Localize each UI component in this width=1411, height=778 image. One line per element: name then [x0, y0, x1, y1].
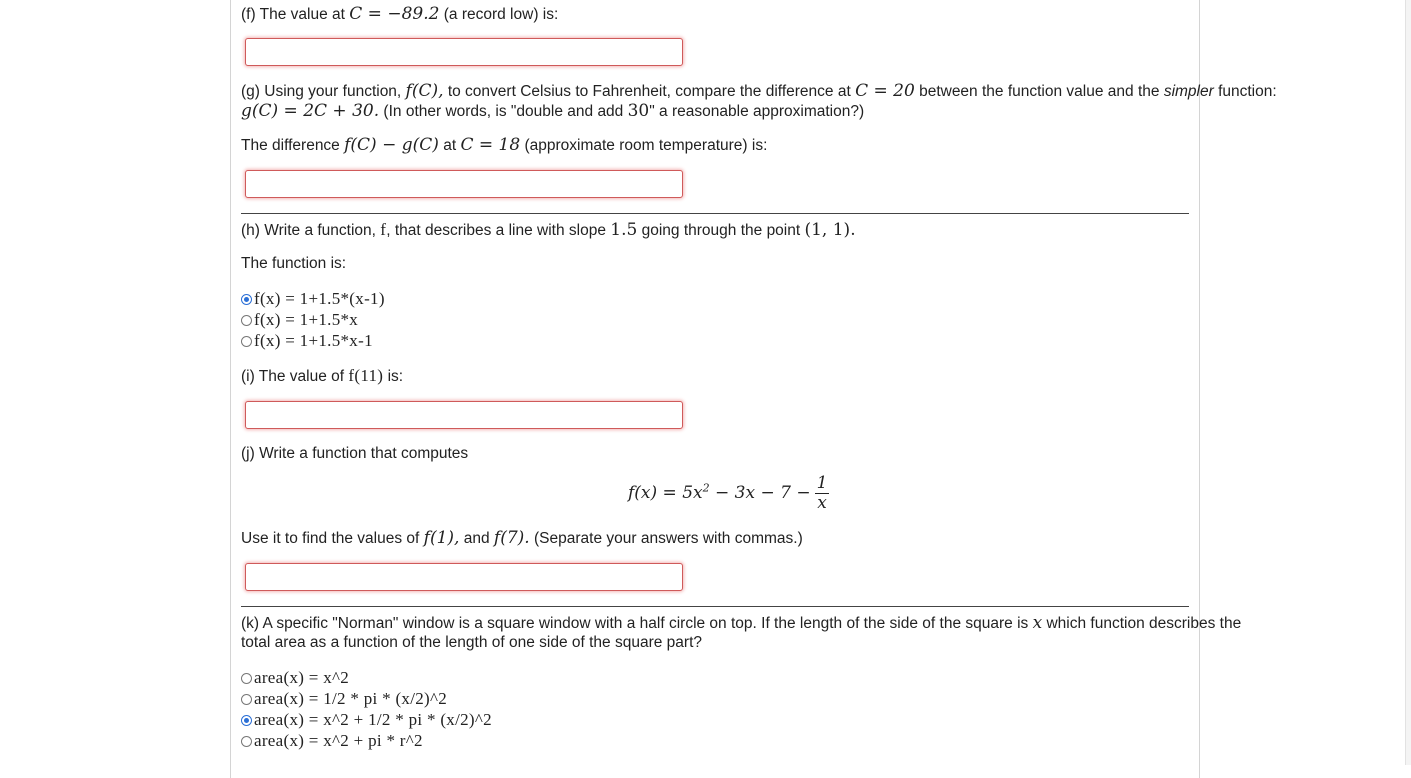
answer-j-input[interactable]: [245, 563, 683, 591]
text: to convert Celsius to Fahrenheit, compare the difference at: [443, 83, 856, 100]
math: g(C) = 2C + 30.: [241, 101, 380, 121]
text: is:: [383, 368, 404, 385]
text: going through the point: [637, 222, 805, 239]
emphasis: simpler: [1163, 83, 1214, 100]
text: (i) The value of: [241, 368, 349, 385]
text: between the function value and the: [914, 83, 1164, 100]
option-label: f(x) = 1+1.5*(x-1): [254, 289, 385, 308]
math: (1, 1).: [804, 220, 856, 240]
option-label: f(x) = 1+1.5*x-1: [254, 331, 373, 350]
text: (k) A specific "Norman" window is a square window with a half circle on top. If the length of the side of the square is: [241, 615, 1033, 632]
text: (g) Using your function,: [241, 83, 406, 100]
text: (Separate your answers with commas.): [529, 530, 803, 547]
math: x: [1032, 613, 1043, 633]
page-scrollbar[interactable]: [1405, 0, 1411, 765]
problem-panel: [230, 0, 1277, 778]
option-label: area(x) = x^2 + 1/2 * pi * (x/2)^2: [254, 710, 492, 729]
radio-button[interactable]: [241, 715, 252, 726]
text: " a reasonable approximation?): [649, 103, 865, 120]
section-divider: [241, 606, 1189, 607]
text: (h) Write a function,: [241, 222, 381, 239]
question-f-suffix: (a record low) is:: [439, 6, 559, 23]
radio-option-h-2[interactable]: [241, 309, 358, 330]
denominator: x: [817, 493, 827, 513]
question-j-instructions: [241, 528, 803, 549]
question-k-line2: total area as a function of the length of one side of the square part?: [241, 634, 703, 651]
text: (approximate room temperature) is:: [520, 137, 768, 154]
math: f(7).: [493, 528, 530, 548]
radio-button[interactable]: [241, 315, 252, 326]
option-label: area(x) = 1/2 * pi * (x/2)^2: [254, 689, 448, 708]
radio-option-k-2[interactable]: [241, 688, 447, 709]
formula-mid: − 3x − 7 −: [709, 483, 811, 503]
math: f(C),: [405, 81, 444, 101]
answer-f-input[interactable]: [245, 38, 683, 66]
option-label: area(x) = x^2: [254, 668, 350, 687]
math: 30: [627, 101, 650, 121]
fraction: [815, 474, 830, 513]
math: f(1),: [423, 528, 460, 548]
question-g-line2: [241, 101, 864, 122]
question-h: [241, 220, 856, 241]
question-h-label: The function is:: [241, 255, 347, 272]
radio-option-h-1[interactable]: [241, 288, 385, 309]
math: f(11): [348, 366, 384, 385]
answer-g-input[interactable]: [245, 170, 683, 198]
radio-option-k-4[interactable]: [241, 730, 423, 751]
section-divider: [241, 213, 1189, 214]
question-g-line1: [241, 81, 1277, 102]
question-j-intro: (j) Write a function that computes: [241, 445, 469, 462]
radio-button[interactable]: [241, 336, 252, 347]
radio-button[interactable]: [241, 694, 252, 705]
radio-button[interactable]: [241, 673, 252, 684]
code: f: [380, 220, 387, 239]
question-g-difference: [241, 135, 767, 156]
question-f-math: C = −89.2: [349, 4, 440, 24]
text: The difference: [241, 137, 345, 154]
math: C = 18: [460, 135, 521, 155]
math: C = 20: [855, 81, 915, 101]
answer-i-input[interactable]: [245, 401, 683, 429]
radio-option-k-3[interactable]: [241, 709, 492, 730]
question-f-prefix: (f) The value at: [241, 6, 350, 23]
radio-option-h-3[interactable]: [241, 330, 373, 351]
text: function:: [1213, 83, 1277, 100]
text: and: [459, 530, 494, 547]
option-label: f(x) = 1+1.5*x: [254, 310, 359, 329]
radio-option-k-1[interactable]: [241, 667, 349, 688]
question-f: [241, 4, 558, 25]
formula-left: f(x) = 5x: [628, 483, 703, 503]
numerator: 1: [816, 473, 828, 493]
radio-button[interactable]: [241, 736, 252, 747]
exponent: 2: [702, 481, 710, 495]
text: (In other words, is "double and add: [379, 103, 628, 120]
text: which function describes the: [1042, 615, 1242, 632]
question-i: [241, 366, 403, 387]
question-k-line1: [241, 613, 1241, 634]
option-label: area(x) = x^2 + pi * r^2: [254, 731, 423, 750]
math: 1.5: [610, 220, 638, 240]
text: at: [438, 137, 461, 154]
radio-button[interactable]: [241, 294, 252, 305]
text: , that describes a line with slope: [386, 222, 611, 239]
question-j-formula: [628, 474, 829, 513]
text: Use it to find the values of: [241, 530, 424, 547]
math: f(C) − g(C): [344, 135, 439, 155]
